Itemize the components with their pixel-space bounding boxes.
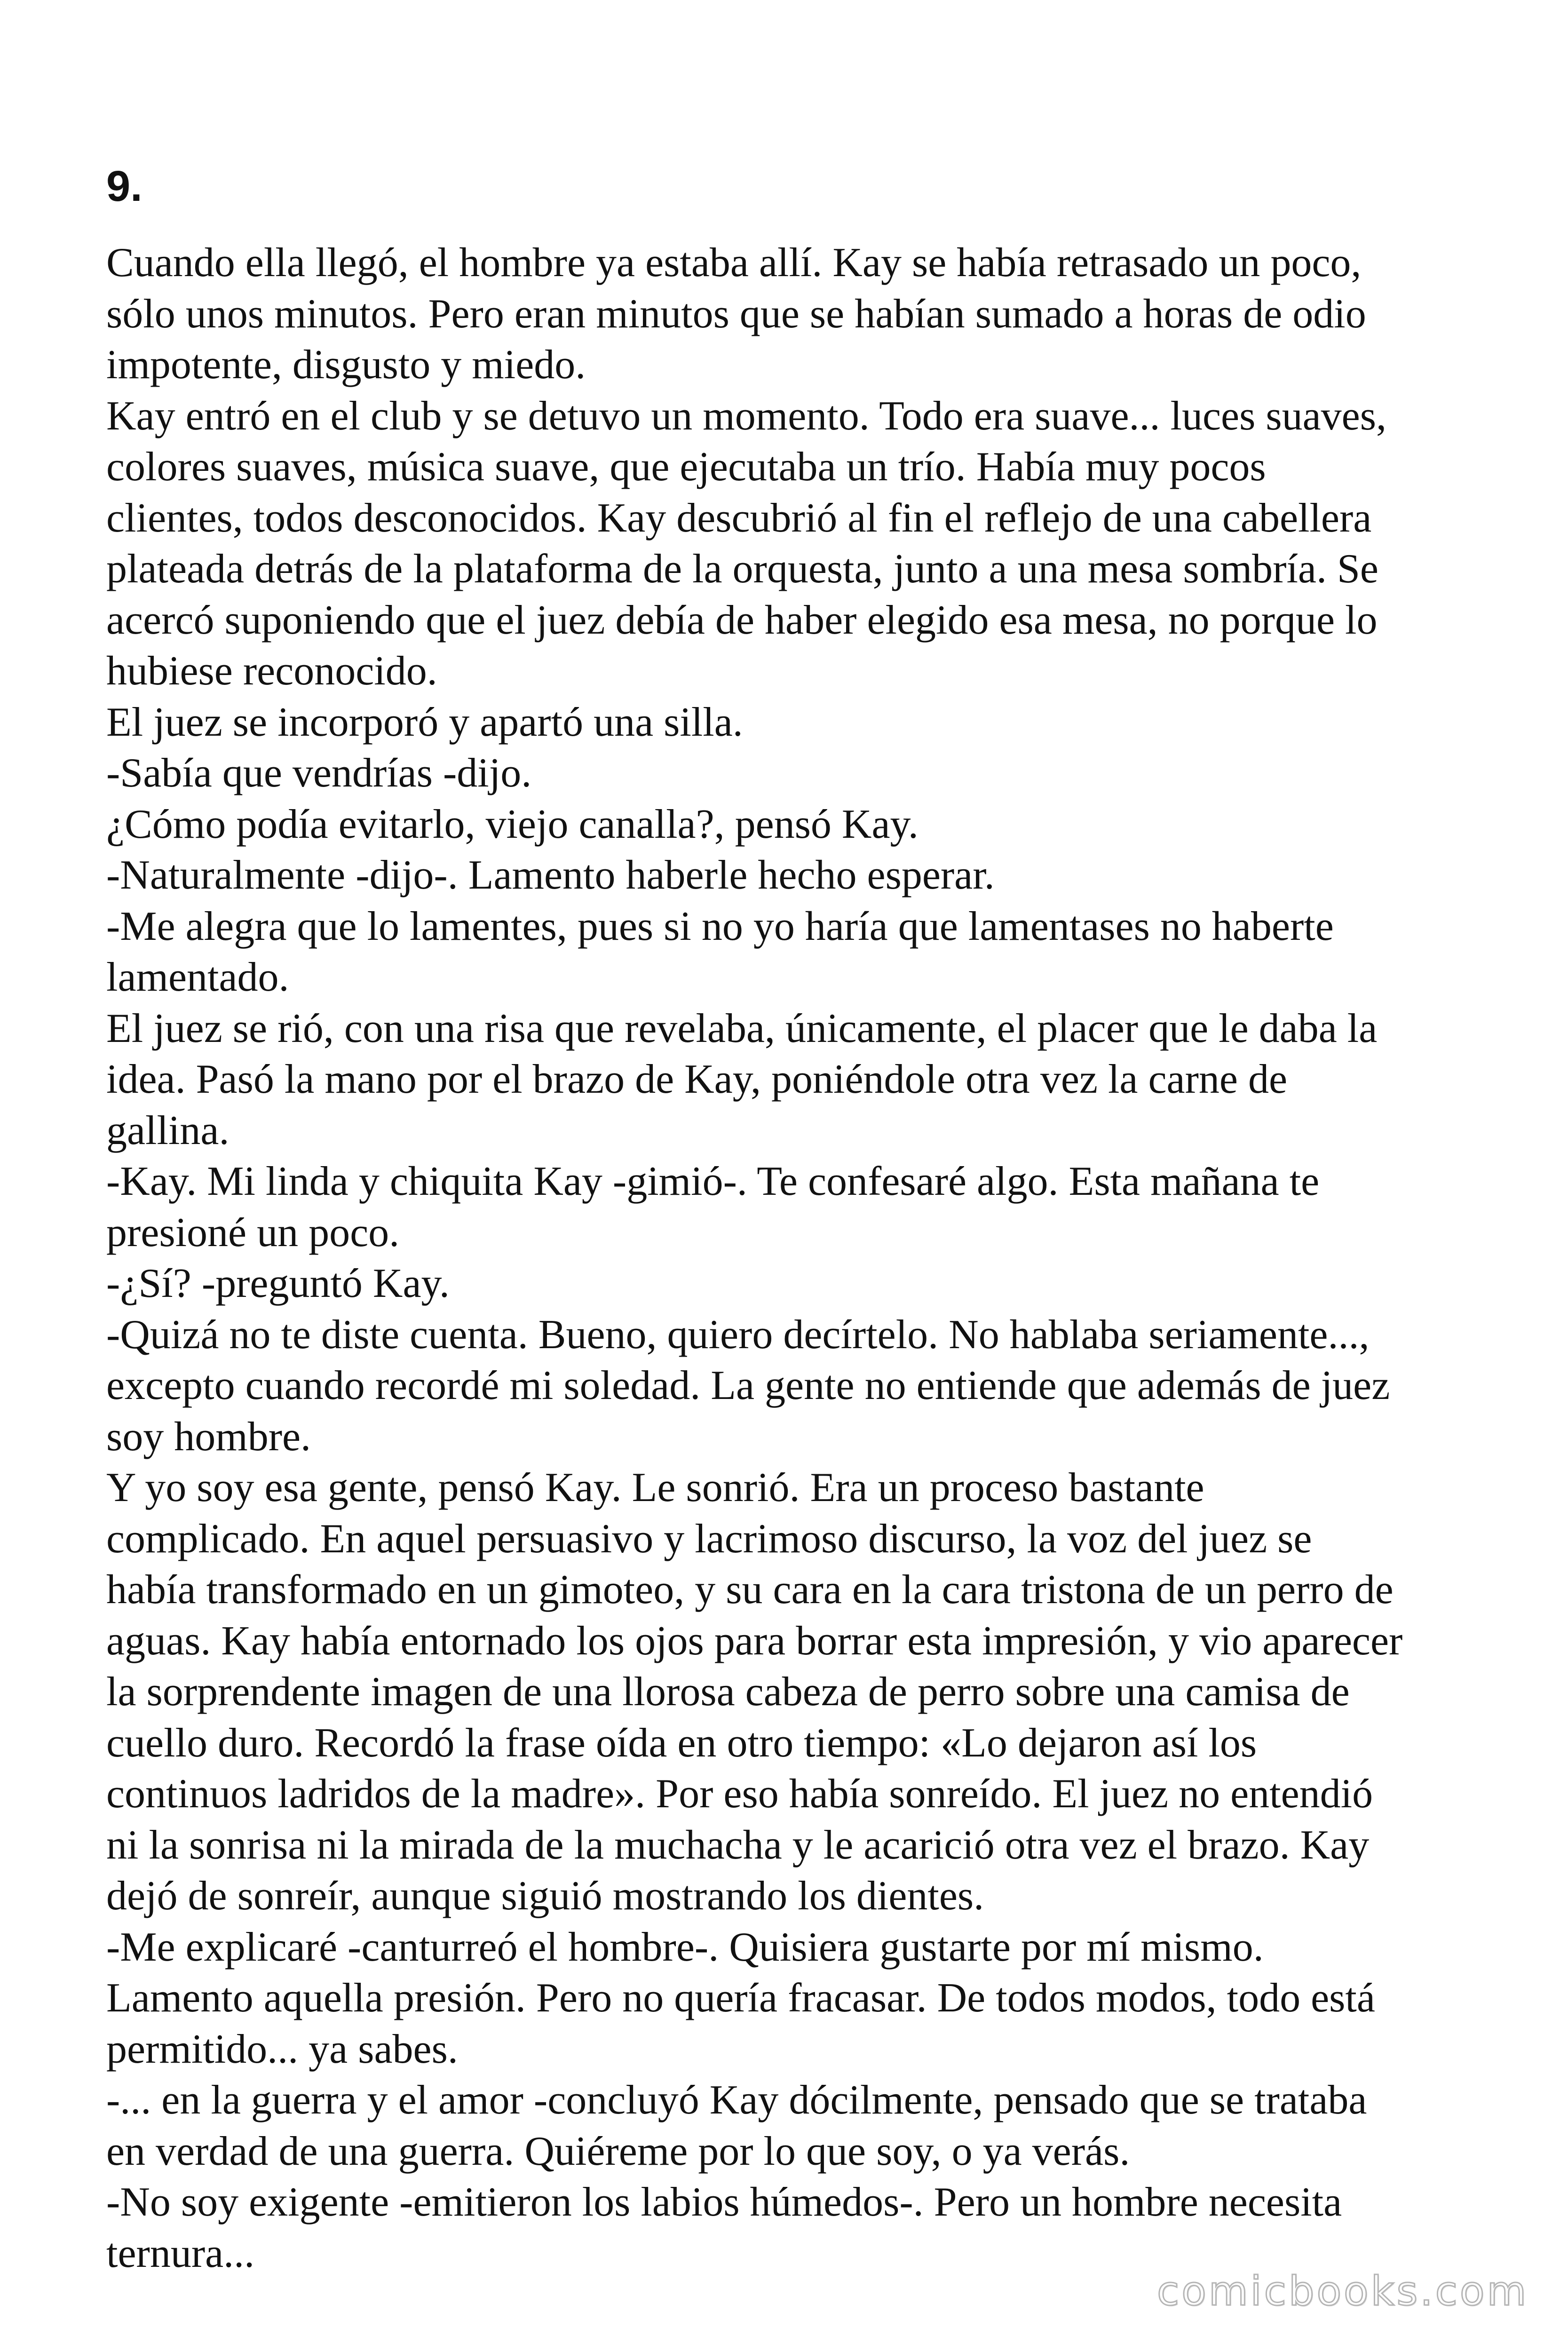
text-line: Kay entró en el club y se detuvo un momento. Todo era suave... luces suaves, xyxy=(106,393,1386,439)
text-line: -... en la guerra y el amor -concluyó Kay dócilmente, pensado que se trataba xyxy=(106,2077,1367,2123)
text-line: ternura... xyxy=(106,2230,255,2276)
text-line: aguas. Kay había entornado los ojos para borrar esta impresión, y vio aparecer xyxy=(106,1618,1403,1664)
text-line: Cuando ella llegó, el hombre ya estaba allí. Kay se había retrasado un poco, xyxy=(106,240,1362,286)
text-line: Y yo soy esa gente, pensó Kay. Le sonrió. Era un proceso bastante xyxy=(106,1465,1204,1510)
text-line: gallina. xyxy=(106,1107,230,1153)
text-line: lamentado. xyxy=(106,954,289,1000)
text-line: -Sabía que vendrías -dijo. xyxy=(106,750,532,796)
text-line: -Naturalmente -dijo-. Lamento haberle hecho esperar. xyxy=(106,852,995,898)
text-line: Lamento aquella presión. Pero no quería fracasar. De todos modos, todo está xyxy=(106,1975,1375,2021)
body-text xyxy=(106,238,1470,2279)
text-line: complicado. En aquel persuasivo y lacrimoso discurso, la voz del juez se xyxy=(106,1516,1312,1562)
watermark: comicbooks.com xyxy=(1157,2268,1529,2315)
text-line: continuos ladridos de la madre». Por eso había sonreído. El juez no entendió xyxy=(106,1771,1373,1817)
text-line: había transformado en un gimoteo, y su cara en la cara tristona de un perro de xyxy=(106,1567,1394,1613)
text-line: -No soy exigente -emitieron los labios húmedos-. Pero un hombre necesita xyxy=(106,2179,1342,2225)
text-line: plateada detrás de la plataforma de la orquesta, junto a una mesa sombría. Se xyxy=(106,546,1378,592)
text-line: El juez se rió, con una risa que revelaba, únicamente, el placer que le daba la xyxy=(106,1005,1378,1051)
text-line: idea. Pasó la mano por el brazo de Kay, poniéndole otra vez la carne de xyxy=(106,1057,1288,1102)
chapter-heading: 9. xyxy=(106,162,143,210)
text-line: impotente, disgusto y miedo. xyxy=(106,342,586,388)
text-line: -Me explicaré -canturreó el hombre-. Quisiera gustarte por mí mismo. xyxy=(106,1924,1264,1970)
text-line: en verdad de una guerra. Quiéreme por lo que soy, o ya verás. xyxy=(106,2128,1130,2174)
text-line: permitido... ya sabes. xyxy=(106,2026,458,2072)
text-line: excepto cuando recordé mi soledad. La gente no entiende que además de juez xyxy=(106,1363,1390,1408)
text-line: presioné un poco. xyxy=(106,1209,400,1255)
text-line: sólo unos minutos. Pero eran minutos que se habían sumado a horas de odio xyxy=(106,291,1366,337)
text-line: la sorprendente imagen de una llorosa cabeza de perro sobre una camisa de xyxy=(106,1669,1350,1715)
text-line: cuello duro. Recordó la frase oída en otro tiempo: «Lo dejaron así los xyxy=(106,1720,1257,1766)
text-line: ni la sonrisa ni la mirada de la muchacha y le acarició otra vez el brazo. Kay xyxy=(106,1822,1370,1868)
text-line: -Kay. Mi linda y chiquita Kay -gimió-. Te confesaré algo. Esta mañana te xyxy=(106,1159,1320,1204)
text-line: -¿Sí? -preguntó Kay. xyxy=(106,1261,450,1306)
text-line: El juez se incorporó y apartó una silla. xyxy=(106,699,743,745)
text-line: -Quizá no te diste cuenta. Bueno, quiero decírtelo. No hablaba seriamente..., xyxy=(106,1311,1370,1358)
text-line: soy hombre. xyxy=(106,1414,311,1460)
text-line: dejó de sonreír, aunque siguió mostrando los dientes. xyxy=(106,1873,984,1919)
text-line: colores suaves, música suave, que ejecutaba un trío. Había muy pocos xyxy=(106,444,1266,490)
text-line: -Me alegra que lo lamentes, pues si no yo haría que lamentases no haberte xyxy=(106,903,1334,949)
text-line: acercó suponiendo que el juez debía de haber elegido esa mesa, no porque lo xyxy=(106,597,1378,643)
text-line: clientes, todos desconocidos. Kay descubrió al fin el reflejo de una cabellera xyxy=(106,495,1372,541)
text-line: ¿Cómo podía evitarlo, viejo canalla?, pensó Kay. xyxy=(106,801,919,847)
text-line: hubiese reconocido. xyxy=(106,648,437,694)
